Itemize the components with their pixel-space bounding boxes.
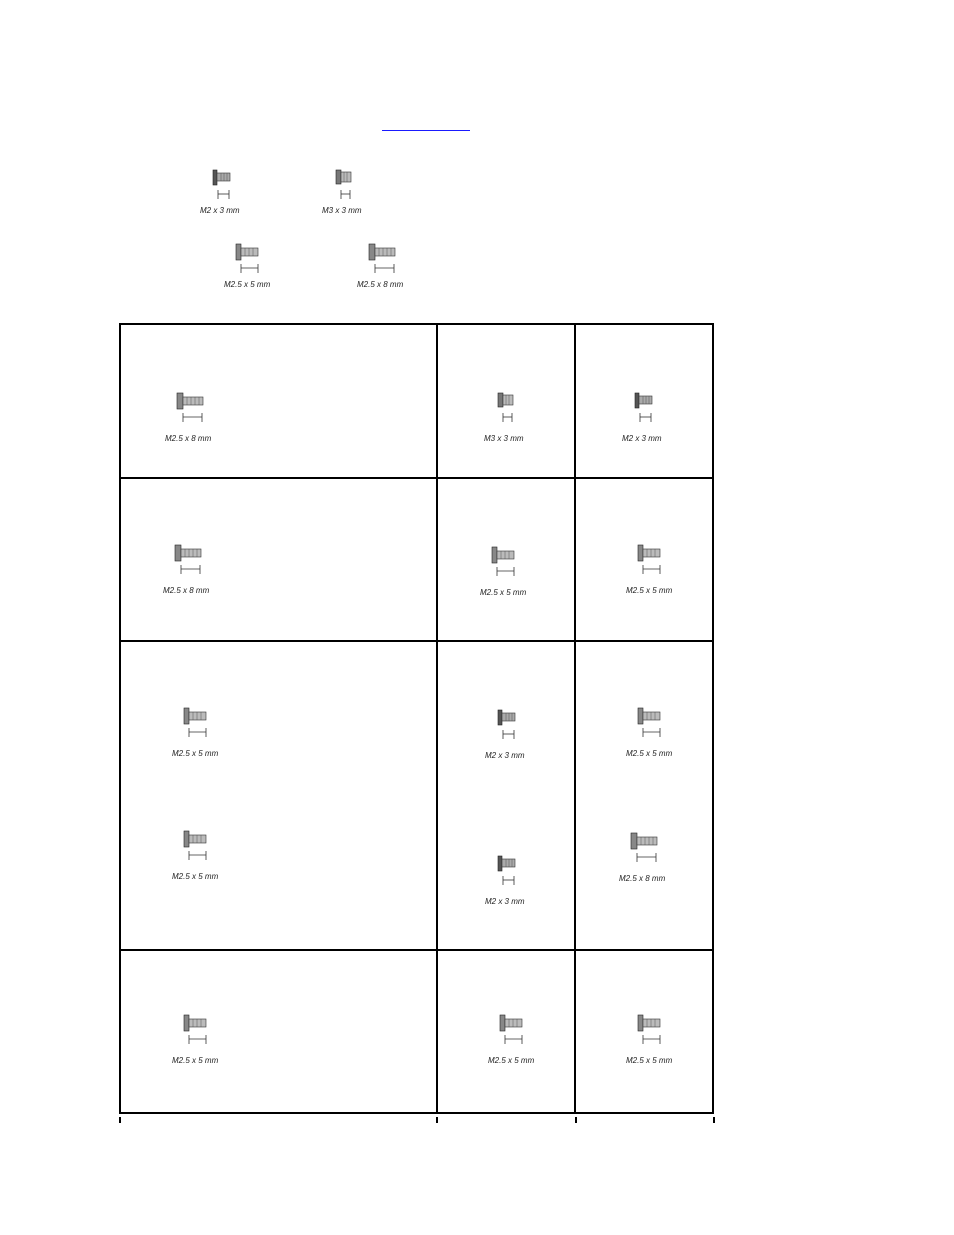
table-cell xyxy=(437,324,575,478)
cell-screw xyxy=(622,391,662,443)
cell-screw xyxy=(172,706,218,758)
table-row xyxy=(120,950,713,1113)
screw-m25x8-icon xyxy=(163,543,207,577)
screw-m25x8-icon xyxy=(357,242,401,276)
screw-label: M2 x 3 mm xyxy=(485,897,525,906)
legend-screw-m25x5 xyxy=(224,242,284,289)
table-cell xyxy=(575,950,713,1113)
table-cell xyxy=(575,478,713,641)
screw-label: M2.5 x 5 mm xyxy=(172,749,219,758)
screw-label: M2 x 3 mm xyxy=(485,751,525,760)
table-cell xyxy=(437,478,575,641)
cell-screw xyxy=(619,831,665,883)
screw-label: M2.5 x 5 mm xyxy=(172,872,219,881)
cell-screw xyxy=(484,391,524,443)
table-border-stub xyxy=(119,1117,121,1123)
cell-screw xyxy=(172,829,218,881)
cell-screw xyxy=(626,706,672,758)
screw-label: M2.5 x 5 mm xyxy=(626,749,673,758)
screw-m2x3-icon xyxy=(200,168,234,202)
table-border-stub xyxy=(436,1117,438,1123)
screw-m25x8-icon xyxy=(619,831,663,865)
table-border-stub xyxy=(713,1117,715,1123)
table-cell xyxy=(575,324,713,478)
screw-label: M3 x 3 mm xyxy=(484,434,524,443)
table-row xyxy=(120,641,713,950)
screw-label: M2.5 x 8 mm xyxy=(357,280,404,289)
legend-screw-m3x3 xyxy=(322,168,382,215)
table-cell xyxy=(120,324,437,478)
table-border-stub xyxy=(575,1117,577,1123)
table-cell xyxy=(120,950,437,1113)
screw-table xyxy=(119,323,714,1114)
table-cell xyxy=(437,950,575,1113)
legend-screw-m2x3 xyxy=(200,168,260,215)
cell-screw xyxy=(165,391,211,443)
screw-label: M2.5 x 8 mm xyxy=(165,434,212,443)
reference-link[interactable] xyxy=(382,118,470,131)
cell-screw xyxy=(485,854,525,906)
screw-m25x8-icon xyxy=(165,391,209,425)
screw-m25x5-icon xyxy=(224,242,264,276)
screw-label: M2.5 x 5 mm xyxy=(172,1056,219,1065)
screw-m25x5-icon xyxy=(172,829,212,863)
screw-m25x5-icon xyxy=(172,1013,212,1047)
screw-label: M2.5 x 5 mm xyxy=(626,586,673,595)
screw-m2x3-icon xyxy=(485,854,519,888)
cell-screw xyxy=(626,543,672,595)
screw-label: M2 x 3 mm xyxy=(200,206,240,215)
screw-m2x3-icon xyxy=(485,708,519,742)
cell-screw xyxy=(172,1013,218,1065)
screw-label: M2.5 x 8 mm xyxy=(163,586,210,595)
table-cell xyxy=(437,641,575,950)
legend-screw-m25x8 xyxy=(357,242,417,289)
screw-m2x3-icon xyxy=(622,391,656,425)
table-cell xyxy=(120,641,437,950)
screw-m3x3-icon xyxy=(484,391,518,425)
table-row xyxy=(120,478,713,641)
cell-screw xyxy=(626,1013,672,1065)
screw-m25x5-icon xyxy=(480,545,520,579)
screw-m25x5-icon xyxy=(626,543,666,577)
screw-label: M2.5 x 5 mm xyxy=(626,1056,673,1065)
screw-label: M2.5 x 5 mm xyxy=(488,1056,535,1065)
screw-label: M2 x 3 mm xyxy=(622,434,662,443)
screw-m25x5-icon xyxy=(488,1013,528,1047)
cell-screw xyxy=(485,708,525,760)
screw-m25x5-icon xyxy=(626,706,666,740)
screw-m25x5-icon xyxy=(626,1013,666,1047)
screw-m25x5-icon xyxy=(172,706,212,740)
screw-label: M2.5 x 8 mm xyxy=(619,874,666,883)
screw-m3x3-icon xyxy=(322,168,356,202)
table-cell xyxy=(575,641,713,950)
screw-label: M2.5 x 5 mm xyxy=(224,280,271,289)
cell-screw xyxy=(163,543,209,595)
cell-screw xyxy=(488,1013,534,1065)
table-cell xyxy=(120,478,437,641)
cell-screw xyxy=(480,545,526,597)
screw-label: M2.5 x 5 mm xyxy=(480,588,527,597)
screw-label: M3 x 3 mm xyxy=(322,206,362,215)
table-row xyxy=(120,324,713,478)
